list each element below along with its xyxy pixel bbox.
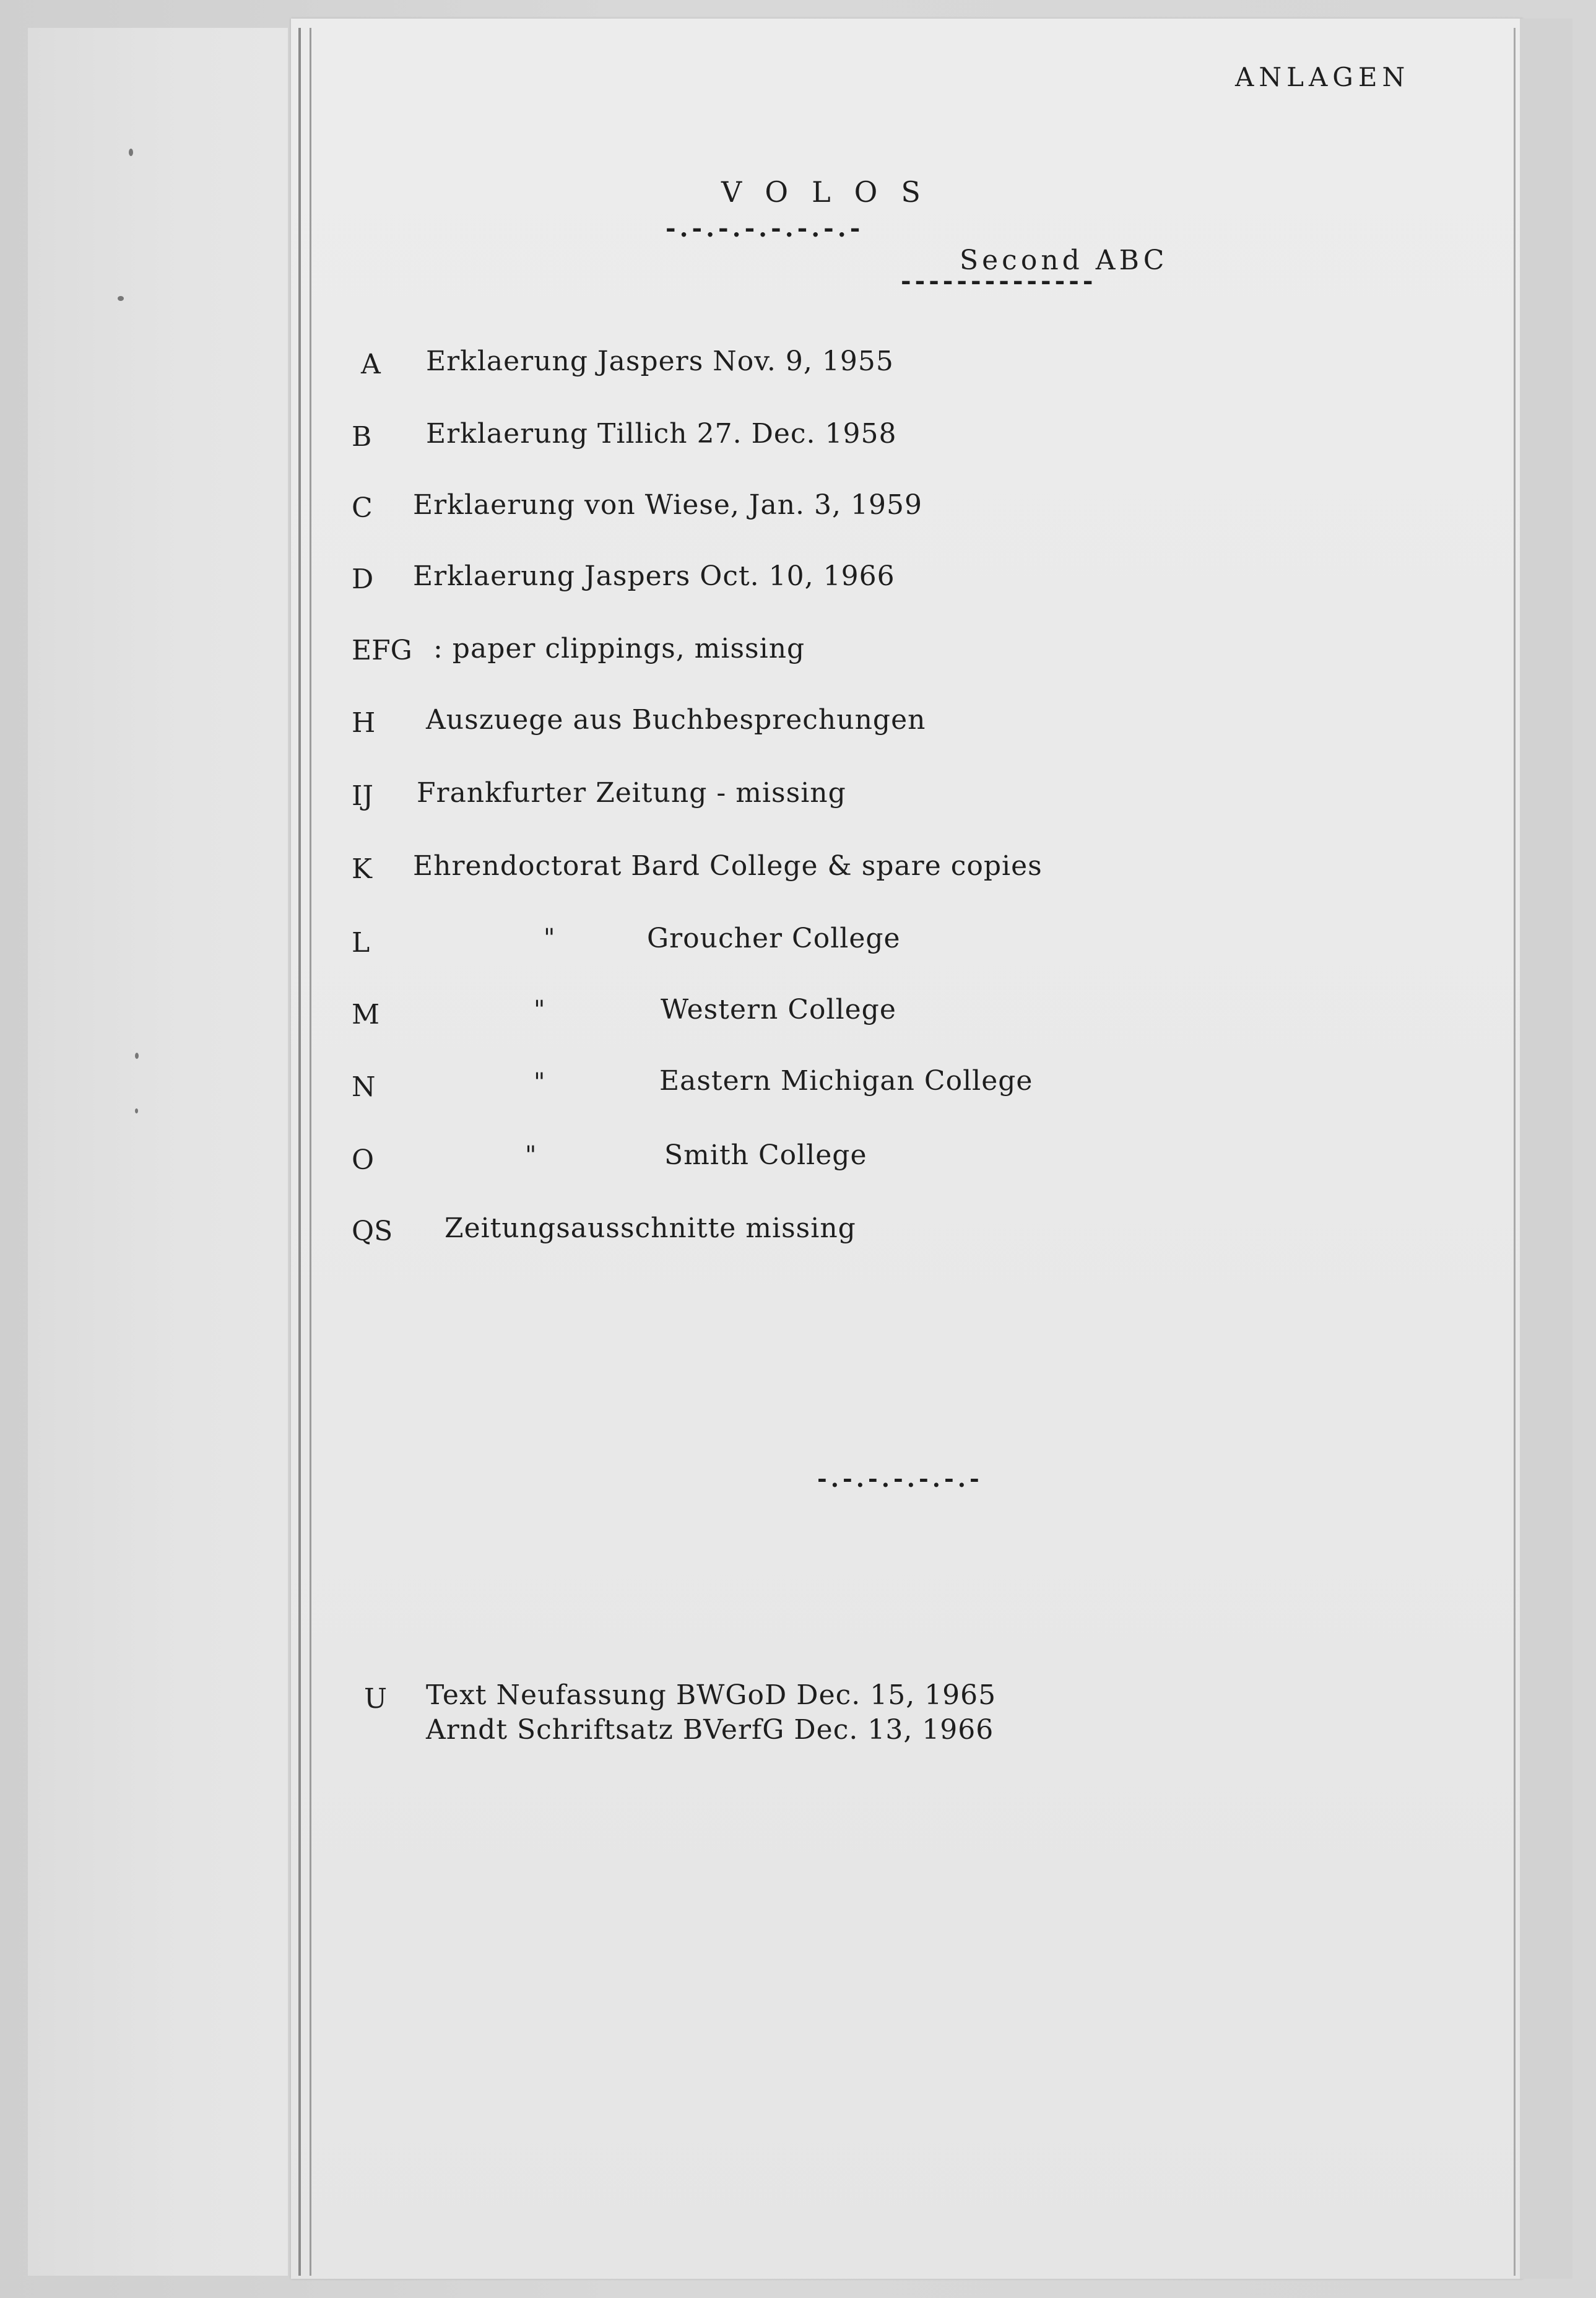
right-edge-line bbox=[1514, 28, 1516, 2276]
binding-line-inner bbox=[310, 28, 311, 2276]
entry-key: K bbox=[352, 853, 372, 885]
ditto-mark: " bbox=[534, 996, 545, 1024]
subtitle: Second ABC bbox=[960, 245, 1168, 276]
entry-key: M bbox=[352, 999, 380, 1030]
entry-key: IJ bbox=[352, 780, 374, 812]
entry-text: Erklaerung von Wiese, Jan. 3, 1959 bbox=[413, 489, 922, 521]
entry-text: : paper clippings, missing bbox=[433, 633, 805, 664]
subtitle-underline: -------------- bbox=[901, 266, 1097, 295]
scan-speck bbox=[135, 1108, 138, 1113]
entry-key: N bbox=[352, 1071, 376, 1103]
right-margin-strip bbox=[1520, 19, 1572, 2279]
title-rule: -.-.-.-.-.-.-.- bbox=[666, 214, 864, 243]
entry-key: EFG bbox=[352, 635, 412, 666]
appendix-key: U bbox=[364, 1683, 388, 1715]
entry-key: B bbox=[352, 421, 372, 453]
scan-speck bbox=[135, 1053, 139, 1059]
entry-text: Auszuege aus Buchbesprechungen bbox=[426, 704, 926, 736]
section-separator: -.-.-.-.-.-.- bbox=[817, 1465, 983, 1492]
entry-key: QS bbox=[352, 1216, 393, 1247]
entry-text: Erklaerung Jaspers Oct. 10, 1966 bbox=[413, 560, 895, 592]
entry-text: Erklaerung Tillich 27. Dec. 1958 bbox=[426, 418, 897, 450]
scan-speck bbox=[129, 149, 133, 156]
entry-key: L bbox=[352, 927, 370, 959]
scan-speck bbox=[118, 296, 124, 301]
entry-text: Zeitungsausschnitte missing bbox=[445, 1212, 856, 1244]
anlagen-heading: ANLAGEN bbox=[1235, 62, 1410, 92]
entry-text: Groucher College bbox=[647, 923, 901, 954]
entry-key: H bbox=[352, 707, 376, 739]
ditto-mark: " bbox=[534, 1068, 545, 1097]
entry-key: D bbox=[352, 564, 374, 595]
left-margin-strip bbox=[28, 28, 288, 2276]
entry-text: Smith College bbox=[664, 1139, 867, 1171]
entry-text: Ehrendoctorat Bard College & spare copies bbox=[413, 850, 1043, 882]
ditto-mark: " bbox=[544, 924, 555, 952]
entry-key: O bbox=[352, 1144, 375, 1176]
binding-line bbox=[298, 28, 301, 2276]
ditto-mark: " bbox=[525, 1141, 537, 1170]
entry-text: Frankfurter Zeitung - missing bbox=[417, 777, 846, 809]
entry-text: Western College bbox=[661, 994, 896, 1025]
entry-text: Eastern Michigan College bbox=[659, 1065, 1033, 1097]
page-title: VOLOS bbox=[721, 175, 944, 209]
appendix-line-1: Text Neufassung BWGoD Dec. 15, 1965 bbox=[426, 1679, 997, 1711]
entry-key: A bbox=[361, 349, 381, 380]
entry-text: Erklaerung Jaspers Nov. 9, 1955 bbox=[426, 346, 894, 377]
appendix-line-2: Arndt Schriftsatz BVerfG Dec. 13, 1966 bbox=[426, 1714, 994, 1746]
entry-key: C bbox=[352, 492, 373, 524]
